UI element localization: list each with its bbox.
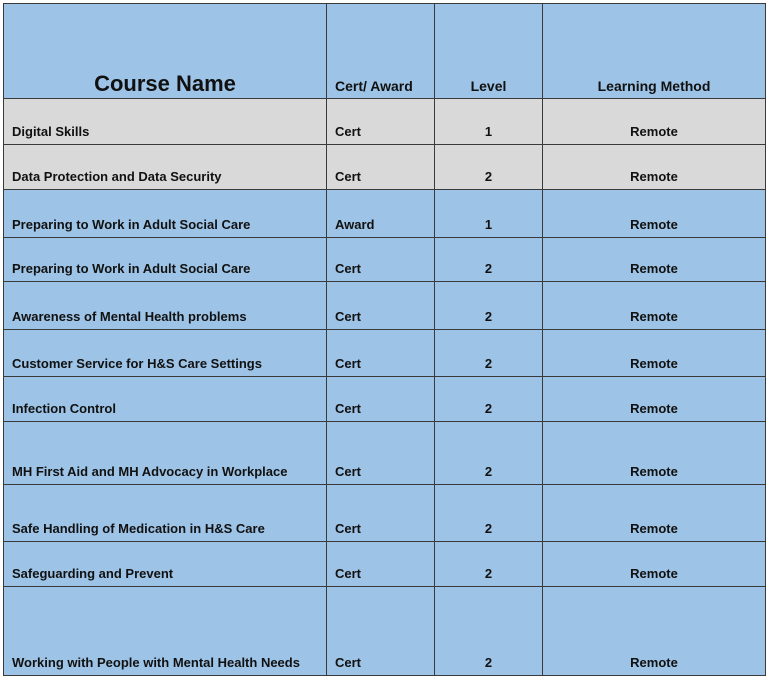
cert-award-cell: Cert (327, 542, 435, 587)
level-cell: 2 (435, 422, 543, 485)
table-row (4, 190, 766, 238)
table-row (4, 377, 766, 422)
level-cell: 2 (435, 282, 543, 330)
level-cell: 2 (435, 145, 543, 190)
course-name-cell: Preparing to Work in Adult Social Care (4, 190, 327, 238)
course-name-cell: Safeguarding and Prevent (4, 542, 327, 587)
learning-method-cell: Remote (543, 485, 766, 542)
cert-award-cell: Award (327, 190, 435, 238)
level-cell: 2 (435, 542, 543, 587)
table-row (4, 587, 766, 676)
table-row (4, 282, 766, 330)
learning-method-cell: Remote (543, 238, 766, 282)
cert-award-cell: Cert (327, 377, 435, 422)
table-row (4, 422, 766, 485)
course-name-cell: Customer Service for H&S Care Settings (4, 330, 327, 377)
table-row (4, 330, 766, 377)
course-name-cell: Preparing to Work in Adult Social Care (4, 238, 327, 282)
header-course-name: Course Name (4, 4, 327, 99)
level-cell: 1 (435, 190, 543, 238)
table-row (4, 542, 766, 587)
learning-method-cell: Remote (543, 282, 766, 330)
course-table (3, 3, 766, 676)
header-level: Level (435, 4, 543, 99)
level-cell: 2 (435, 377, 543, 422)
level-cell: 1 (435, 99, 543, 145)
course-name-cell: MH First Aid and MH Advocacy in Workplace (4, 422, 327, 485)
level-cell: 2 (435, 587, 543, 676)
course-name-cell: Digital Skills (4, 99, 327, 145)
level-cell: 2 (435, 330, 543, 377)
learning-method-cell: Remote (543, 99, 766, 145)
learning-method-cell: Remote (543, 145, 766, 190)
level-cell: 2 (435, 238, 543, 282)
cert-award-cell: Cert (327, 330, 435, 377)
course-name-cell: Awareness of Mental Health problems (4, 282, 327, 330)
cert-award-cell: Cert (327, 587, 435, 676)
course-name-cell: Data Protection and Data Security (4, 145, 327, 190)
cert-award-cell: Cert (327, 145, 435, 190)
header-cert-award: Cert/ Award (327, 4, 435, 99)
table-row (4, 99, 766, 145)
header-row (4, 4, 766, 99)
cert-award-cell: Cert (327, 422, 435, 485)
course-name-cell: Safe Handling of Medication in H&S Care (4, 485, 327, 542)
cert-award-cell: Cert (327, 485, 435, 542)
learning-method-cell: Remote (543, 422, 766, 485)
cert-award-cell: Cert (327, 99, 435, 145)
learning-method-cell: Remote (543, 542, 766, 587)
cert-award-cell: Cert (327, 282, 435, 330)
table-row (4, 238, 766, 282)
learning-method-cell: Remote (543, 190, 766, 238)
learning-method-cell: Remote (543, 330, 766, 377)
table-row (4, 485, 766, 542)
course-name-cell: Working with People with Mental Health Needs (4, 587, 327, 676)
learning-method-cell: Remote (543, 587, 766, 676)
cert-award-cell: Cert (327, 238, 435, 282)
level-cell: 2 (435, 485, 543, 542)
learning-method-cell: Remote (543, 377, 766, 422)
table-row (4, 145, 766, 190)
header-learning-method: Learning Method (543, 4, 766, 99)
course-name-cell: Infection Control (4, 377, 327, 422)
